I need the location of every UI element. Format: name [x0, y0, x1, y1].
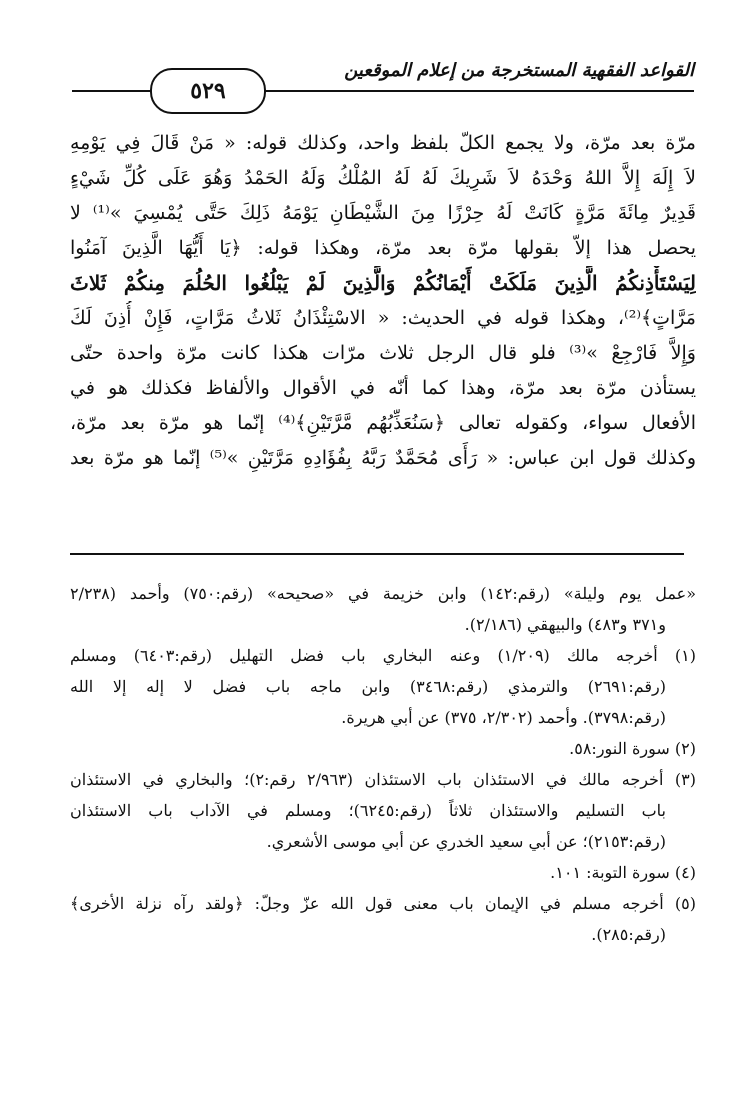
text-line: لِيَسْتَأْذِنكُمُ الَّذِينَ مَلَكَتْ أَيْمَانُكُمْ وَالَّذِينَ لَمْ يَبْلُغُوا الحُلُمَ مِنكُمْ ثَلاثَ	[70, 271, 696, 295]
text-line: يحصل هذا إلاّ بقولها مرّة بعد مرّة، وهكذا قوله: ﴿يَا أَيُّهَا الَّذِينَ آمَنُوا	[70, 237, 696, 259]
text-line: وكذلك قول ابن عباس: « رَأَى مُحَمَّدٌ رَبَّهُ بِفُؤَادِهِ مَرَّتَيْنِ »⁽⁵⁾ إنّما هو مرّة بعد	[70, 447, 696, 469]
page-number: ٥٢٩	[190, 78, 226, 104]
footnote-line: (٤) سورة التوبة: ١٠١.	[550, 863, 696, 882]
text-line: قَدِيرٌ مِائَةَ مَرَّةٍ كَانَتْ لَهُ حِرْزًا مِنَ الشَّيْطَانِ يَوْمَهُ ذَلِكَ حَتَّى يُمْسِيَ »⁽¹⁾ لا	[70, 202, 696, 224]
text-line: الأفعال سواء، وكقوله تعالى ﴿سَنُعَذِّبُهُم مَّرَّتَيْنِ﴾⁽⁴⁾ إنّما هو مرّة بعد مرّة،	[70, 412, 696, 434]
running-title: القواعد الفقهية المستخرجة من إعلام الموقعين	[344, 60, 694, 81]
footnote-line: (رقم:٢١٥٣)؛ عن أبي سعيد الخدري عن أبي موسى الأشعري.	[266, 832, 666, 851]
text-line: لاَ إِلَهَ إِلاَّ اللهُ وَحْدَهُ لاَ شَرِيكَ لَهُ لَهُ المُلْكُ وَلَهُ الحَمْدُ وَهُوَ عَلَى كُلِّ شَيْءٍ	[70, 167, 696, 189]
footnote-line: «عمل يوم وليلة» (رقم:١٤٢) وابن خزيمة في «صحيحه» (رقم:٧٥٠) وأحمد (٢/٢٣٨	[70, 584, 696, 603]
footnote-line: (٥) أخرجه مسلم في الإيمان باب معنى قول الله عزّ وجلّ: ﴿ولقد رآه نزلة الأخرى﴾	[70, 894, 696, 913]
text-line: مَرَّاتٍ﴾⁽²⁾، وهكذا قوله في الحديث: « الاسْتِئْذَانُ ثَلاثُ مَرَّاتٍ، فَإِنْ أُذِنَ لَكَ	[70, 307, 696, 329]
footnote-line: (٣) أخرجه مالك في الاستئذان باب الاستئذان (٢/٩٦٣ رقم:٢)؛ والبخاري في الاستئذان	[70, 770, 696, 789]
text-line: وَإِلاَّ فَارْجِعْ »⁽³⁾ فلو قال الرجل ثلاث مرّات هكذا كانت مرّة واحدة حتّى	[70, 342, 696, 364]
footnote-line: (٢) سورة النور:٥٨.	[569, 739, 696, 758]
text-line: يستأذن مرّة بعد مرّة، وهذا كما أنّه في الأقوال والألفاظ فكذلك هو في	[70, 377, 696, 399]
footnote-separator	[70, 553, 684, 555]
footnote-line: (١) أخرجه مالك (١/٢٠٩) وعنه البخاري باب فضل التهليل (رقم:٦٤٠٣) ومسلم	[70, 646, 696, 665]
page-number-badge	[150, 68, 266, 114]
footnotes	[70, 578, 696, 950]
footnote-line: (رقم:٣٧٩٨). وأحمد (٢/٣٠٢، ٣٧٥) عن أبي هريرة.	[341, 708, 666, 727]
footnote-line: باب التسليم والاستئذان ثلاثاً (رقم:٦٢٤٥)؛ ومسلم في الآداب باب الاستئذان	[70, 801, 667, 820]
footnote-line: و٣٧١ و٤٨٣) والبيهقي (٢/١٨٦).	[464, 615, 666, 634]
footnote-line: (رقم:٢٨٥).	[591, 925, 666, 944]
footnote-line: (رقم:٢٦٩١) والترمذي (رقم:٣٤٦٨) وابن ماجه باب فضل لا إله إلا الله	[70, 677, 666, 696]
page-header	[72, 52, 694, 122]
text-line: مرّة بعد مرّة، ولا يجمع الكلّ بلفظ واحد، وكذلك قوله: « مَنْ قَالَ فِي يَوْمِهِ	[70, 132, 696, 154]
main-text	[70, 126, 696, 476]
